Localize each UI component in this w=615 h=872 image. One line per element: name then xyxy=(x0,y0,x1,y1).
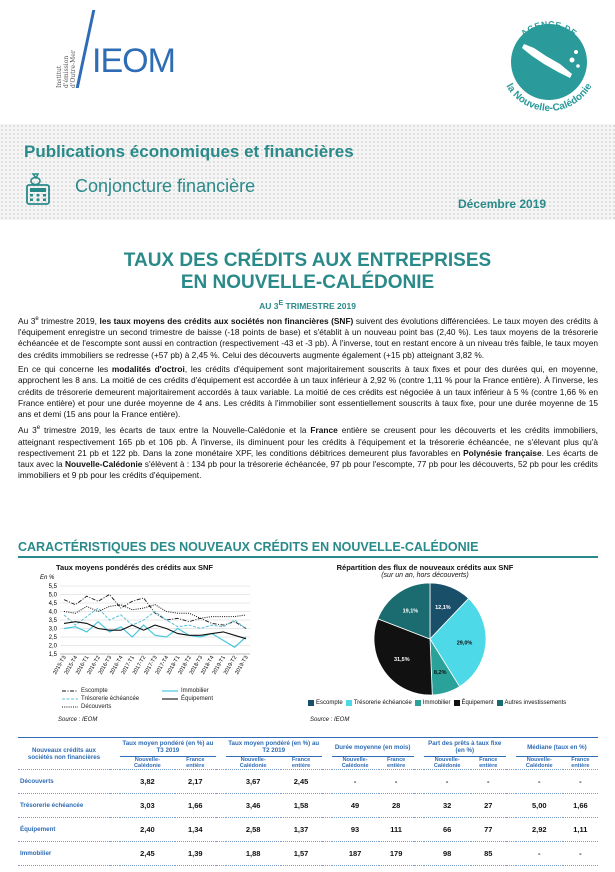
article-title-line1: TAUX DES CRÉDITS AUX ENTREPRISES xyxy=(123,250,492,271)
table-cell: - xyxy=(563,842,598,866)
table-cell: 77 xyxy=(471,818,506,842)
table-subheader: France entière xyxy=(186,757,205,769)
x-tick-label: 2015-T3 xyxy=(52,655,68,676)
table-cell: 1,37 xyxy=(281,818,322,842)
pie-legend-swatch xyxy=(346,700,352,706)
pie-legend-swatch xyxy=(497,700,503,706)
x-tick-label: 2016-T4 xyxy=(109,655,125,676)
table-cell: - xyxy=(563,770,598,794)
table-gap xyxy=(322,794,332,818)
calculator-money-bag-icon xyxy=(24,172,56,206)
legend-row xyxy=(62,696,240,702)
table-subheader: France entière xyxy=(479,757,498,769)
table-subheader: Nouvelle-Calédonie xyxy=(134,757,161,769)
body-paragraph xyxy=(18,423,598,481)
x-tick-label: 2016-T2 xyxy=(86,655,102,676)
table-cell: 187 xyxy=(332,842,379,866)
pie-chart-source: Source : IEOM xyxy=(310,717,350,723)
table-cell: 66 xyxy=(424,818,471,842)
x-tick-label: 2019-T3 xyxy=(234,655,250,676)
table-cell: 3,82 xyxy=(120,770,175,794)
x-tick-label: 2017-T3 xyxy=(143,655,159,676)
table-cell: 3,46 xyxy=(226,794,281,818)
table-cell: 2,92 xyxy=(516,818,563,842)
bold-text: Nouvelle-Calédonie xyxy=(64,459,143,470)
article-subtitle-post: TRIMESTRE 2019 xyxy=(283,300,356,311)
section-rule xyxy=(18,556,598,558)
x-tick-label: 2018-T1 xyxy=(166,655,182,676)
logo-text: IEOM xyxy=(92,42,175,80)
table-gap xyxy=(110,794,120,818)
bold-text: modalités d'octroi xyxy=(111,363,185,374)
x-tick-label: 2018-T2 xyxy=(177,655,193,676)
line-chart-title: Taux moyens pondérés des crédits aux SNF xyxy=(56,563,213,572)
table-cell: 28 xyxy=(379,794,414,818)
x-tick-label: 2019-T2 xyxy=(222,655,239,676)
table-gap xyxy=(506,770,516,794)
table-row-label: Trésorerie échéancée xyxy=(18,794,110,818)
pie-legend-item xyxy=(454,700,494,706)
table-gap xyxy=(216,770,226,794)
y-tick-label: 1,5 xyxy=(48,652,57,658)
table-gap xyxy=(216,842,226,866)
table-gap xyxy=(322,842,332,866)
x-tick-label: 2018-T4 xyxy=(200,655,216,676)
legend-swatch xyxy=(162,697,178,701)
pie-legend-item xyxy=(497,700,567,706)
legend-label: Immobilier xyxy=(181,688,209,694)
paragraph-text: , les crédits d'équipement sont majoritairement souscrits à taux fixes et pour des durées qui, en moyenne, approchent les 8 ans. La moitié de ces crédits d'équipement est accordée à un taux inférieur à 2,92 % (contre 1,11 % pour la France entière). À l'inverse, les crédits de trésorerie demeurent majoritairement accordés à taux variable. La moitié de ces crédits est négociée à un taux inférieur à 5 % (contre 1,66 % en France entière) et pour une durée moyenne de 4 ans. Les crédits à l'immobilier sont essentiellement souscrits à taux fixe, pour une durée moyenne de 15 ans et demi (15 ans pour la France entière). xyxy=(18,363,598,420)
table-cell: 2,45 xyxy=(281,770,322,794)
legend-item xyxy=(62,696,140,702)
table-subheader: France entière xyxy=(571,757,590,769)
table-cell: 2,58 xyxy=(226,818,281,842)
pie-chart xyxy=(370,580,490,698)
legend-item xyxy=(162,688,240,694)
table-cell: 98 xyxy=(424,842,471,866)
y-tick-label: 5,0 xyxy=(48,592,57,599)
pie-legend-item xyxy=(308,700,343,706)
table-cell: 1,34 xyxy=(175,818,216,842)
table-cell: 2,45 xyxy=(120,842,175,866)
table-corner-label: Nouveaux crédits aux sociétés non financières xyxy=(18,738,110,770)
pie-legend-label: Équipement xyxy=(461,700,494,706)
agency-top-text: AGENCE DE xyxy=(518,18,580,39)
table-gap xyxy=(110,818,120,842)
table-group-header: Taux moyen pondéré (en %) au T2 2019 xyxy=(226,738,322,757)
paragraph-text: entière se creusent pour les découverts et les crédits immobiliers, atteignant respectivement 165 pb et 106 pb. À l'inverse, ils diminuent pour les crédits à l'équipement et la trésorerie échéancée, ne s'élevant plus qu'à respectivement 21 pb et 122 pb. Dans la zone monétaire XPF, les conditions débitrices demeurent plus favorables en xyxy=(18,425,598,458)
pie-chart-subtitle: (sur un an, hors découverts) xyxy=(381,572,469,579)
paragraph-text: s'élèvent à : 134 pb pour la trésorerie échéancée, 97 pb pour l'escompte, 77 pb pour les découverts, 52 pb pour les crédits immobiliers et 9 pb pour les crédits d'équipement. xyxy=(18,459,598,481)
y-tick-label: 3,0 xyxy=(48,626,57,633)
table-cell: 111 xyxy=(379,818,414,842)
table-group-header: Durée moyenne (en mois) xyxy=(332,738,414,757)
table-cell: 93 xyxy=(332,818,379,842)
pie-legend-swatch xyxy=(454,700,460,706)
paragraph-text: e xyxy=(35,316,39,322)
table-cell: 5,00 xyxy=(516,794,563,818)
table-gap xyxy=(322,818,332,842)
table-group-header: Part des prêts à taux fixe (en %) xyxy=(424,738,506,757)
table-gap xyxy=(216,818,226,842)
pie-legend-label: Trésorerie échéancée xyxy=(353,700,412,706)
y-tick-label: 3,5 xyxy=(48,618,57,624)
article-subtitle-sup: E xyxy=(278,299,284,307)
table-cell: 32 xyxy=(424,794,471,818)
island-dot xyxy=(570,58,575,63)
article-subtitle-pre: AU 3 xyxy=(259,300,279,311)
table-row-label: Découverts xyxy=(18,770,110,794)
paragraph-text: Au 3 xyxy=(18,315,36,326)
agency-bottom-text: la Nouvelle-Calédonie xyxy=(503,81,595,115)
pie-slice-label: 8,2% xyxy=(433,670,447,677)
table-gap xyxy=(506,818,516,842)
publication-subtitle: Conjoncture financière xyxy=(75,176,256,196)
article-title-line2: EN NOUVELLE-CALÉDONIE xyxy=(180,272,435,293)
bold-text: les taux moyens des crédits aux sociétés non financières (SNF) xyxy=(99,315,354,326)
pie-legend-label: Immobilier xyxy=(422,700,451,706)
table-gap xyxy=(506,842,516,866)
paragraph-text: e xyxy=(36,425,41,432)
pie-chart-legend xyxy=(308,700,566,706)
table-cell: 1,39 xyxy=(175,842,216,866)
table-cell: 3,03 xyxy=(120,794,175,818)
x-tick-label: 2016-T1 xyxy=(75,655,91,676)
section-title: CARACTÉRISTIQUES DES NOUVEAUX CRÉDITS EN NOUVELLE-CALÉDONIE xyxy=(18,540,479,554)
x-tick-label: 2017-T1 xyxy=(120,655,136,676)
table-row xyxy=(18,794,598,818)
legend-swatch xyxy=(62,689,78,693)
x-tick-label: 2019-T1 xyxy=(211,655,227,676)
x-tick-label: 2015-T4 xyxy=(63,655,80,676)
table-header-row xyxy=(18,738,598,757)
table-group-header: Taux moyen pondéré (en %) au T3 2019 xyxy=(120,738,216,757)
table-cell: - xyxy=(424,770,471,794)
table-row xyxy=(18,842,598,866)
paragraph-text: . Les écarts de taux avec la xyxy=(18,447,598,470)
table-gap xyxy=(216,738,226,770)
pie-legend-item xyxy=(415,700,451,706)
pie-slice-label: 31,5% xyxy=(393,657,410,664)
legend-swatch xyxy=(62,697,78,701)
legend-row xyxy=(62,688,240,694)
table-row-label: Immobilier xyxy=(18,842,110,866)
pie-slice-label: 29,0% xyxy=(456,640,473,647)
table-cell: 2,40 xyxy=(120,818,175,842)
y-tick-label: 2,5 xyxy=(48,635,57,641)
table-gap xyxy=(110,770,120,794)
legend-row xyxy=(62,704,240,710)
table-subheader: France entière xyxy=(291,757,311,769)
table-gap xyxy=(414,738,424,770)
legend-label: Escompte xyxy=(81,688,108,694)
bold-text: Polynésie française xyxy=(463,447,542,458)
table-cell: - xyxy=(516,770,563,794)
table-gap xyxy=(414,794,424,818)
y-tick-label: 4,0 xyxy=(48,609,57,616)
paragraph-text: Au 3 xyxy=(18,425,37,436)
publication-date: Décembre 2019 xyxy=(458,197,547,211)
table-cell: 179 xyxy=(379,842,414,866)
table-cell: 2,17 xyxy=(175,770,216,794)
table-cell: 1,58 xyxy=(281,794,322,818)
agency-badge xyxy=(490,4,608,122)
table-cell: - xyxy=(379,770,414,794)
body-paragraph xyxy=(18,364,598,420)
table-gap xyxy=(322,770,332,794)
island-dot xyxy=(576,64,580,68)
legend-label: Découverts xyxy=(81,704,112,710)
pie-legend-item xyxy=(346,700,412,706)
x-tick-label: 2017-T4 xyxy=(154,655,171,676)
logo-subtext: Institut d'émission d'Outre-Mer xyxy=(56,50,77,88)
table-subheader: Nouvelle-Calédonie xyxy=(525,757,553,769)
table-cell: - xyxy=(332,770,379,794)
table-gap xyxy=(506,738,516,770)
table-cell: 85 xyxy=(471,842,506,866)
table-gap xyxy=(506,794,516,818)
paragraph-text: trimestre 2019, xyxy=(38,315,100,326)
line-chart xyxy=(28,572,258,687)
legend-swatch xyxy=(62,705,78,709)
legend-swatch xyxy=(162,689,178,693)
table-cell: 3,67 xyxy=(226,770,281,794)
table-cell: 27 xyxy=(471,794,506,818)
table-gap xyxy=(110,842,120,866)
article-body xyxy=(18,314,598,485)
y-tick-label: 2,0 xyxy=(48,643,57,650)
table-subheader: Nouvelle-Calédonie xyxy=(239,757,267,769)
article-subtitle xyxy=(0,299,615,311)
pie-legend-swatch xyxy=(308,700,314,706)
table-gap xyxy=(322,738,332,770)
x-tick-label: 2017-T2 xyxy=(131,655,148,676)
table-subheader: Nouvelle-Calédonie xyxy=(433,757,461,769)
legend-item xyxy=(162,696,240,702)
table-row xyxy=(18,770,598,794)
paragraph-text: suivent des évolutions différenciées. Le taux moyen des crédits à l'équipement enregistre un second trimestre de baisse (-18 points de base) et s'établit à un nouveau point bas (2,40 %). Les taux moyens de la trésorerie échéancée et de l'escompte sont aussi en contraction (respectivement -43 et -3 pb). À l'inverse, tout en restant encore à un niveau très faible, le taux moyen des crédits immobiliers se redresse (+57 pb) à 2,45 %. Celui des découverts augmente également (+15 pb) atteignant 3,82 %. xyxy=(18,315,598,360)
legend-label: Trésorerie échéancée xyxy=(81,696,140,702)
paragraph-text: trimestre 2019, les écarts de taux entre la Nouvelle-Calédonie et la xyxy=(40,425,311,436)
article-title xyxy=(0,250,615,294)
table-gap xyxy=(216,794,226,818)
y-tick-label: 5,5 xyxy=(48,584,57,590)
line-chart-legend xyxy=(62,688,240,712)
paragraph-text: En ce qui concerne les xyxy=(18,363,112,374)
table-group-header: Médiane (taux en %) xyxy=(516,738,598,757)
pie-slice-label: 12,1% xyxy=(435,604,451,611)
pie-chart-title: Répartition des flux de nouveaux crédits aux SNF xyxy=(336,563,514,572)
table-cell: 1,88 xyxy=(226,842,281,866)
pie-legend-label: Escompte xyxy=(316,700,343,706)
legend-label: Équipement xyxy=(181,696,214,702)
y-axis-label: En % xyxy=(40,575,55,581)
table-gap xyxy=(414,770,424,794)
x-tick-label: 2018-T3 xyxy=(188,655,205,676)
y-tick-label: 4,5 xyxy=(48,601,57,607)
publication-title: Publications économiques et financières xyxy=(24,142,354,161)
pie-legend-swatch xyxy=(415,700,421,706)
table-cell: 1,11 xyxy=(563,818,598,842)
table-subheader: France entière xyxy=(386,757,406,769)
table-subheader: Nouvelle-Calédonie xyxy=(341,757,369,769)
table-cell: - xyxy=(471,770,506,794)
line-chart-source: Source : IEOM xyxy=(58,717,98,723)
table-gap xyxy=(414,818,424,842)
bold-text: France xyxy=(310,425,338,436)
credit-rates-table xyxy=(18,737,598,866)
table-cell: 49 xyxy=(332,794,379,818)
legend-item xyxy=(62,704,140,710)
table-gap xyxy=(414,842,424,866)
table-row-label: Équipement xyxy=(18,818,110,842)
x-tick-label: 2016-T3 xyxy=(97,655,114,676)
table-cell: 1,66 xyxy=(563,794,598,818)
table-cell: 1,66 xyxy=(175,794,216,818)
legend-item xyxy=(62,688,140,694)
island-dot xyxy=(574,50,578,54)
table-cell: - xyxy=(516,842,563,866)
pie-legend-label: Autres investissements xyxy=(504,700,567,706)
table-row xyxy=(18,818,598,842)
table-cell: 1,57 xyxy=(281,842,322,866)
pie-slice-label: 19,1% xyxy=(402,608,419,615)
table-gap xyxy=(110,738,120,770)
body-paragraph xyxy=(18,314,598,361)
